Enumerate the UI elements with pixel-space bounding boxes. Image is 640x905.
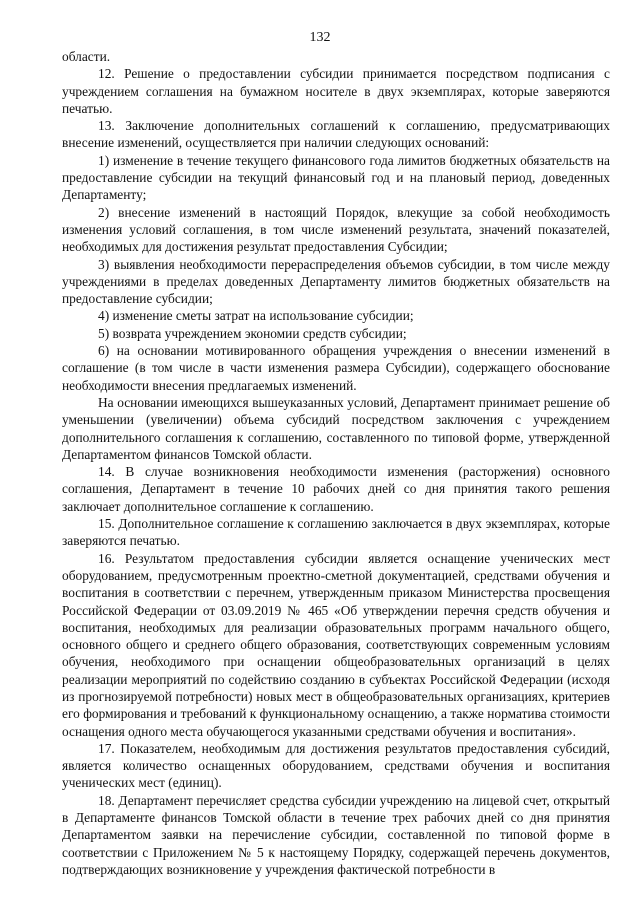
paragraph-item-14: 14. В случае возникновения необходимости изменения (расторжения) основного соглашения, Департамент в течение 10 рабочих дней со дня принятия такого решения заключает дополнительное соглашение к соглашению. — [62, 464, 610, 514]
paragraph-item-12: 12. Решение о предоставлении субсидии принимается посредством подписания с учреждением соглашения на бумажном носителе в двух экземплярах, которые заверяются печатью. — [62, 66, 610, 116]
paragraph-item-15: 15. Дополнительное соглашение к соглашению заключается в двух экземплярах, которые заверяются печатью. — [62, 516, 610, 549]
page-number: 132 — [309, 30, 331, 45]
paragraph-subitem-2: 2) внесение изменений в настоящий Порядок, влекущие за собой необходимость изменения условий соглашения, в том числе изменений результата, значений показателей, необходимых для достижения результат предоставления Субсидии; — [62, 204, 610, 255]
paragraph-item-13: 13. Заключение дополнительных соглашений к соглашению, предусматривающих внесение изменений, осуществляется при наличии следующих оснований: — [62, 118, 610, 151]
paragraph-item-18: 18. Департамент перечисляет средства субсидии учреждению на лицевой счет, открытый в Департаменте финансов Томской области в течение трех рабочих дней со дня принятия Департаментом заявки на перечисление субсидии, составленной по типовой форме в соответствии с Приложением № 5 к настоящему Порядку, содержащей перечень документов, подтверждающих возникновение у учреждения фактической потребности в — [62, 792, 610, 877]
paragraph-item-17: 17. Показателем, необходимым для достижения результатов предоставления субсидий, является количество оснащенных оборудованием, средствами обучения и воспитания ученических мест (единиц). — [62, 740, 610, 791]
paragraph-subitem-4: 4) изменение сметы затрат на использование субсидии; — [98, 308, 414, 324]
paragraph-continuation: области. — [62, 49, 111, 64]
paragraph-subitem-1: 1) изменение в течение текущего финансового года лимитов бюджетных обязательств на предоставление субсидии на текущий финансовый год и на плановый период, доведенных Департаменту; — [62, 152, 610, 203]
paragraph-subitem-3: 3) выявления необходимости перераспределения объемов субсидии, в том числе между учреждениями в пределах доведенных Департаменту лимитов бюджетных обязательств на предоставление субсидии; — [62, 256, 610, 307]
paragraph-decision: На основании имеющихся вышеуказанных условий, Департамент принимает решение об уменьшении (увеличении) объема субсидий посредством заключения с учреждением дополнительного соглашения к соглашению, составленного по типовой форме, утвержденной Департаментом финансов Томской области. — [62, 394, 610, 462]
paragraph-subitem-6: 6) на основании мотивированного обращения учреждения о внесении изменений в соглашение (в том числе в части изменения размера Субсидии), содержащего обоснование необходимости внесения предлагаемых изменений. — [62, 343, 610, 393]
document-body — [62, 48, 610, 878]
paragraph-subitem-5: 5) возврата учреждением экономии средств субсидии; — [98, 325, 407, 341]
paragraph-item-16: 16. Результатом предоставления субсидии является оснащение ученических мест оборудованием, предусмотренным проектно-сметной документацией, средствами обучения и воспитания в соответствии с перечнем, утвержденным приказом Министерства просвещения Российской Федерации от 03.09.2019 № 465 «Об утверждении перечня средств обучения и воспитания, необходимых для реализации образовательных программ начального общего, основного общего и среднего общего образования, соответствующих современным условиям обучения, необходимого при оснащении общеобразовательных организаций в целях реализации мероприятий по содействию созданию в субъектах Российской Федерации (исходя из прогнозируемой потребности) новых мест в общеобразовательных организациях, критериев его формирования и требований к функциональному оснащению, а также норматива стоимости оснащения одного места обучающегося указанными средствами обучения и воспитания». — [62, 550, 610, 739]
